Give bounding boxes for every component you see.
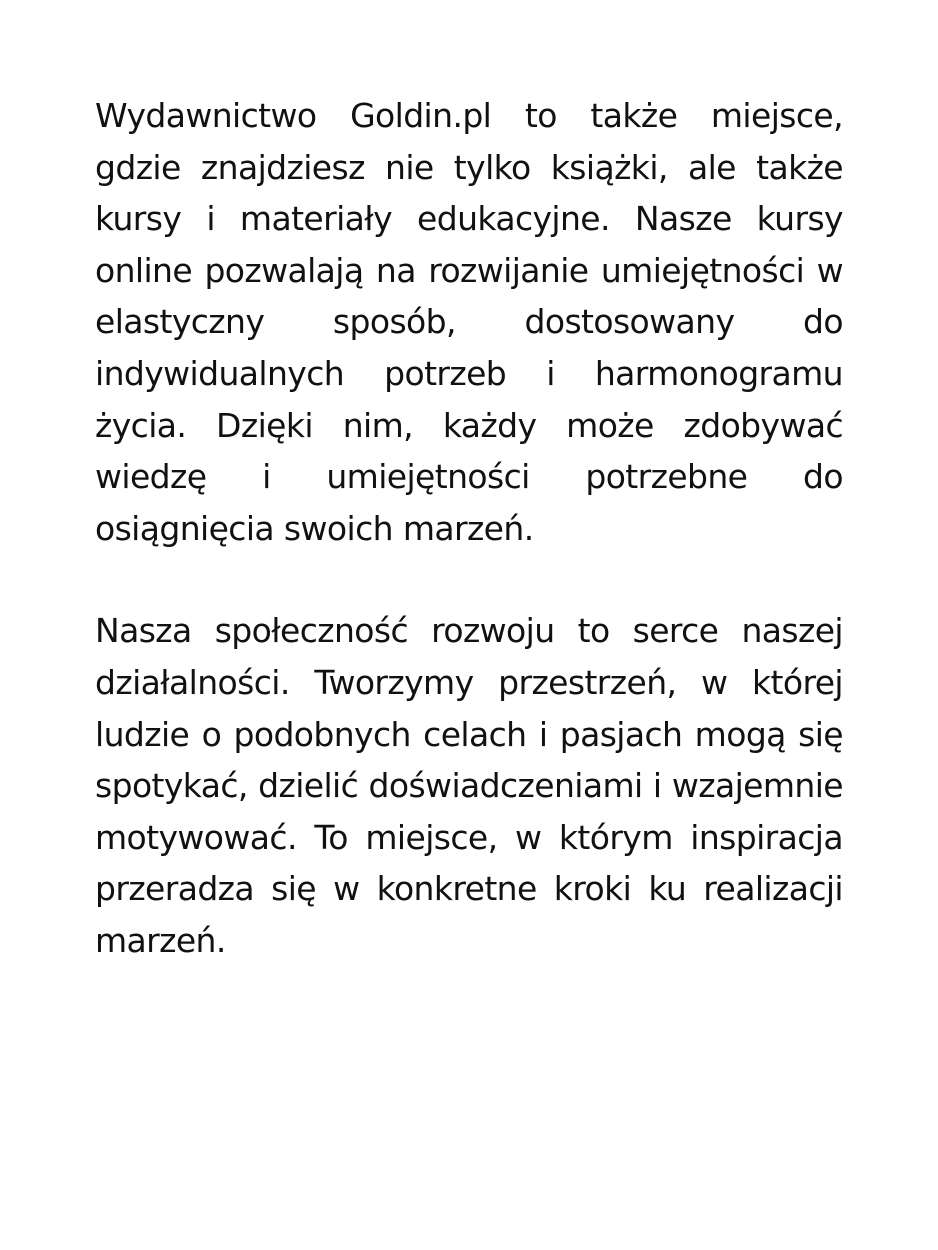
paragraph-community: Nasza społeczność rozwoju to serce naszej działalności. Tworzymy przestrzeń, w której ludzie o podobnych celach i pasjach mogą się spotykać, dzielić doświadczeniami i wzajemnie motywować. To miejsce, w którym inspiracja przeradza się w konkretne kroki ku realizacji marzeń. xyxy=(95,611,843,960)
document-body xyxy=(95,90,843,967)
paragraph-courses: Wydawnictwo Goldin.pl to także miejsce, gdzie znajdziesz nie tylko książki, ale także kursy i materiały edukacyjne. Nasze kursy online pozwalają na rozwijanie umiejętności w elastyczny sposób, dostosowany do indywidualnych potrzeb i harmonogramu życia. Dzięki nim, każdy może zdobywać wiedzę i umiejętności potrzebne do osiągnięcia swoich marzeń. xyxy=(95,96,843,548)
